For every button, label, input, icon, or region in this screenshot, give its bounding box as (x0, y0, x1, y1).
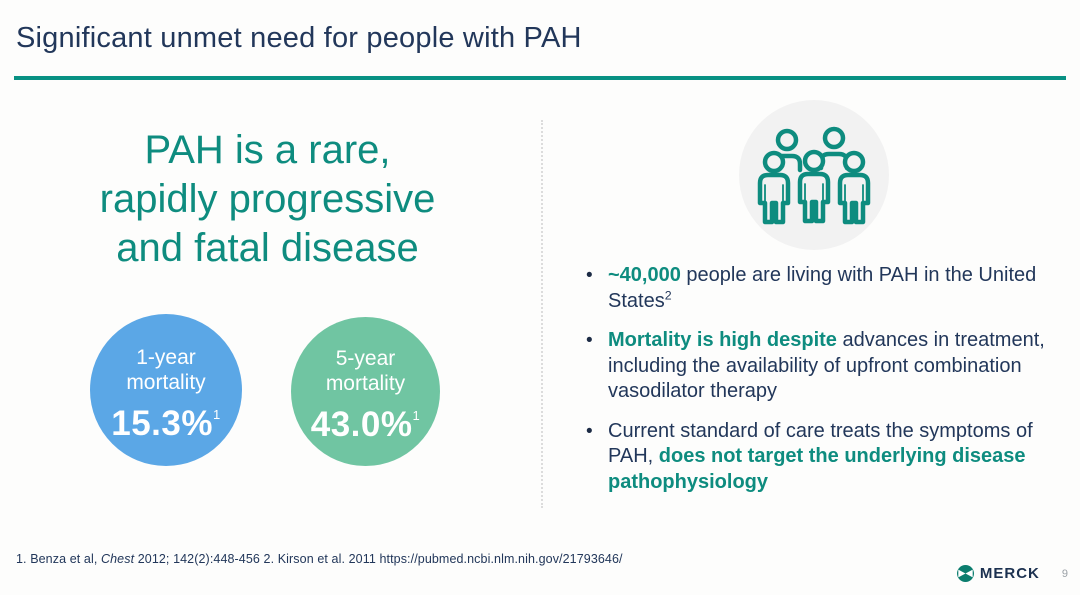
text-segment: advances in treatment, including the availability of upfront combination vasodilator therapy (608, 329, 1045, 402)
bullet-list (584, 263, 1047, 509)
stat-value-number: 43.0% (310, 405, 413, 444)
stat-value-superscript: 1 (412, 408, 421, 423)
bullet-item (584, 263, 1047, 314)
text-segment: 2012; 142(2):448-456 2. Kirson et al. 2011 https://pubmed.ncbi.nlm.nih.gov/21793646/ (134, 552, 623, 566)
stat-value (90, 395, 242, 444)
brand-logo (957, 565, 1068, 582)
text-segment: 1. Benza et al, (16, 552, 101, 566)
text-segment: 2 (664, 287, 672, 302)
merck-logo-text: MERCK (979, 565, 1040, 582)
bullet-item (584, 328, 1047, 405)
vertical-divider (541, 120, 543, 508)
stat-circle-1-year (90, 314, 242, 466)
merck-logo-icon (957, 565, 974, 582)
text-segment: people are living with PAH in the United States (608, 264, 1037, 312)
page-number: 9 (1061, 567, 1068, 580)
stat-label: mortality (325, 372, 406, 395)
headline-line: and fatal disease (116, 226, 419, 270)
footer-citation (16, 552, 623, 566)
people-group-icon (739, 100, 889, 250)
stat-value-number: 15.3% (111, 404, 213, 443)
text-segment: does not target the underlying disease pathophysiology (608, 445, 1026, 493)
page-title: Significant unmet need for people with PAH (16, 22, 582, 54)
headline-line: rapidly progressive (99, 177, 436, 221)
stat-label: 1-year (136, 346, 196, 369)
people-group-svg (739, 100, 889, 250)
text-segment: ~40,000 (608, 264, 681, 286)
text-segment: Chest (101, 552, 135, 566)
text-segment: Mortality is high despite (608, 329, 837, 351)
stat-value-superscript: 1 (213, 407, 221, 422)
headline-line: PAH is a rare, (144, 128, 391, 172)
title-underline-rule (14, 76, 1066, 80)
bullet-item (584, 419, 1047, 496)
text-segment: Current standard of care treats the symptoms of PAH, (608, 419, 1033, 467)
stat-label: 5-year (335, 347, 396, 370)
left-headline (55, 126, 480, 273)
stat-circle-5-year (291, 317, 440, 466)
stat-label: mortality (126, 371, 206, 394)
stat-value (291, 396, 440, 445)
